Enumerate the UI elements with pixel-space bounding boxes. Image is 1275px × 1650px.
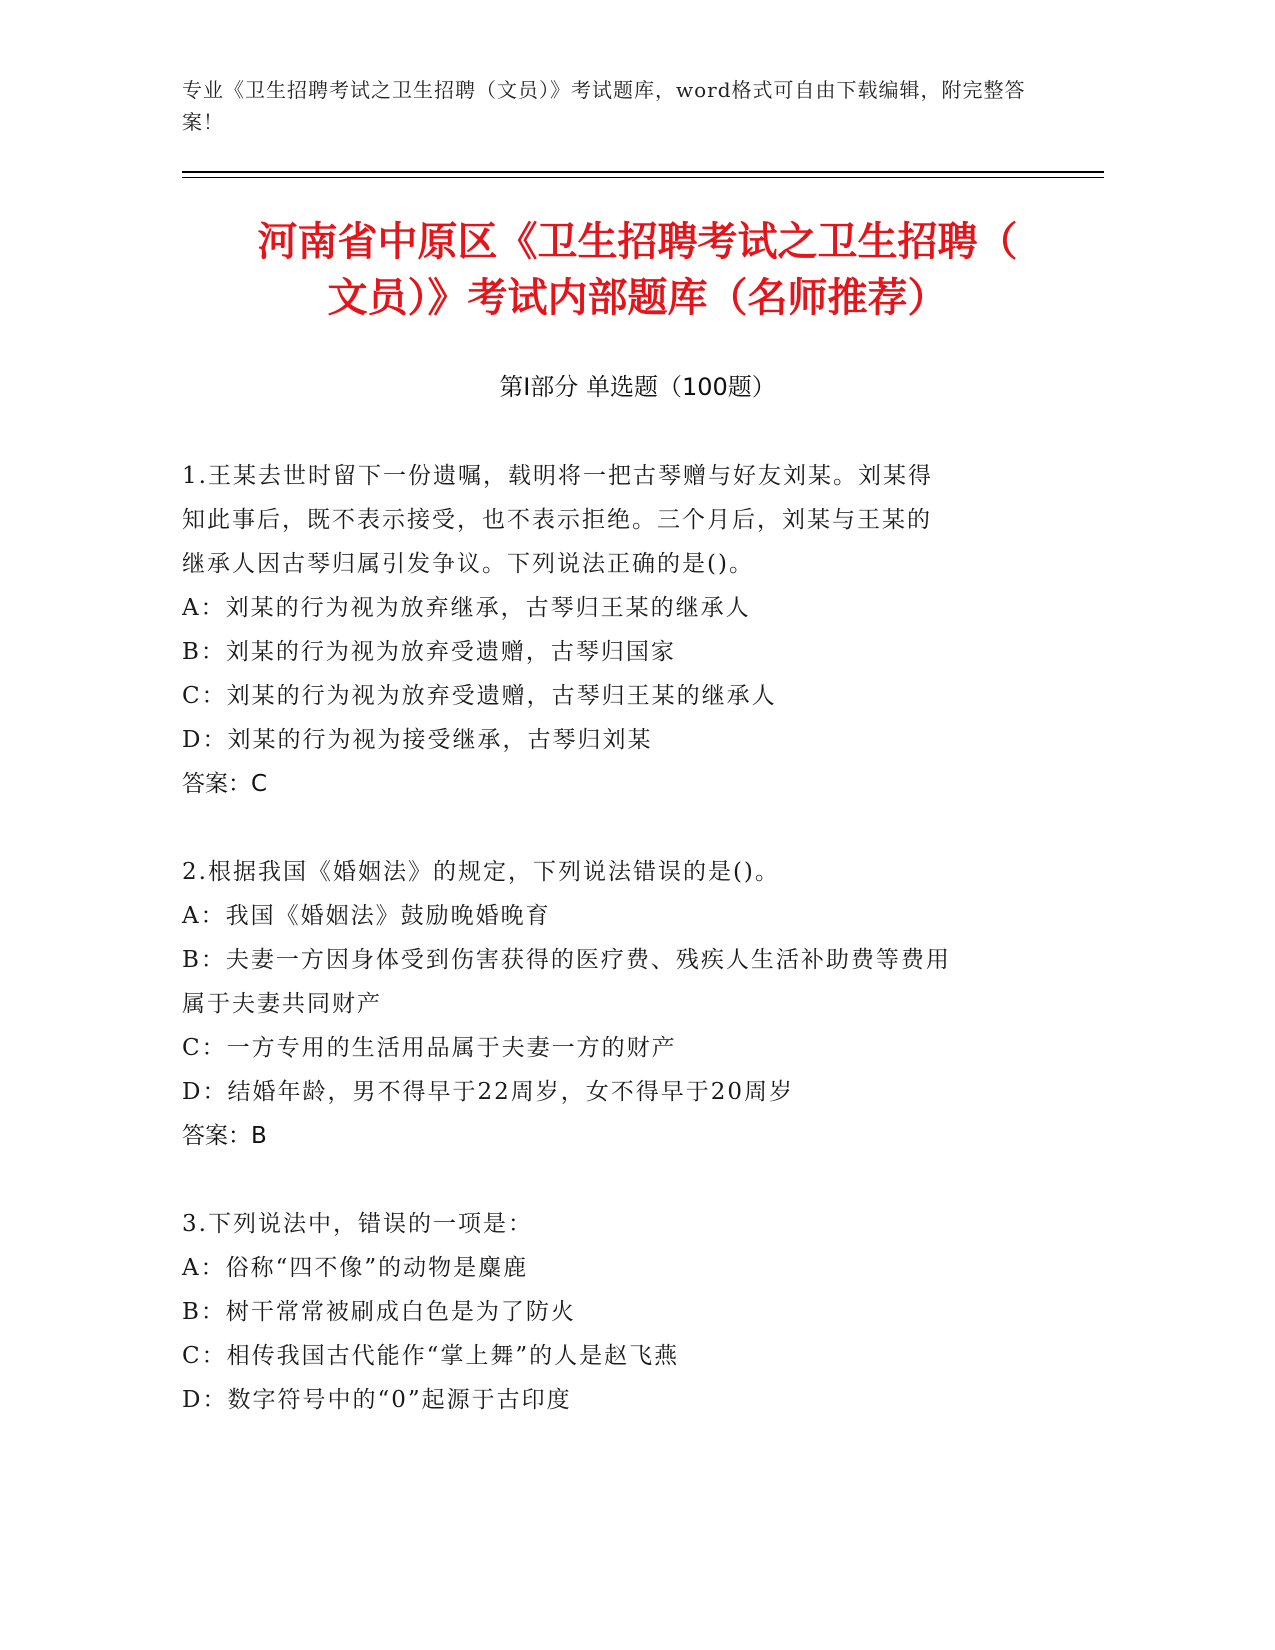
question-stem: 知此事后，既不表示接受，也不表示拒绝。三个月后，刘某与王某的 bbox=[182, 507, 932, 533]
answer-label: 答案：B bbox=[182, 1123, 267, 1149]
question-stem: 继承人因古琴归属引发争议。下列说法正确的是()。 bbox=[182, 551, 754, 577]
header-note: 专业《卫生招聘考试之卫生招聘（文员）》考试题库，word格式可自由下载编辑，附完整答案！ bbox=[182, 78, 1026, 134]
question-2 bbox=[182, 850, 1042, 1158]
document-title bbox=[150, 214, 1125, 326]
option-d: D：刘某的行为视为接受继承，古琴归刘某 bbox=[182, 727, 653, 753]
option-a: A：俗称“四不像”的动物是麋鹿 bbox=[182, 1255, 529, 1281]
question-stem: 1.王某去世时留下一份遗嘱，载明将一把古琴赠与好友刘某。刘某得 bbox=[182, 463, 933, 489]
question-3 bbox=[182, 1202, 1042, 1422]
header-divider-thick bbox=[182, 171, 1104, 173]
section-heading: 第Ⅰ部分 单选题（100题） bbox=[499, 373, 776, 401]
option-b: B：树干常常被刷成白色是为了防火 bbox=[182, 1299, 576, 1325]
option-b: B：刘某的行为视为放弃受遗赠，古琴归国家 bbox=[182, 639, 676, 665]
question-stem: 3.下列说法中，错误的一项是： bbox=[182, 1211, 533, 1237]
document-title-line-2: 文员）》考试内部题库（名师推荐） bbox=[327, 275, 948, 321]
question-list bbox=[182, 454, 1042, 1466]
document-title-line-1: 河南省中原区《卫生招聘考试之卫生招聘（ bbox=[257, 219, 1018, 265]
option-d: D：结婚年龄，男不得早于22周岁，女不得早于20周岁 bbox=[182, 1079, 794, 1105]
answer-label: 答案：C bbox=[182, 771, 268, 797]
question-1 bbox=[182, 454, 1042, 806]
option-a: A：我国《婚姻法》鼓励晚婚晚育 bbox=[182, 903, 551, 929]
option-b-continued: 属于夫妻共同财产 bbox=[182, 991, 382, 1017]
option-d: D：数字符号中的“0”起源于古印度 bbox=[182, 1387, 572, 1413]
option-c: C：一方专用的生活用品属于夫妻一方的财产 bbox=[182, 1035, 677, 1061]
option-c: C：相传我国古代能作“掌上舞”的人是赵飞燕 bbox=[182, 1343, 680, 1369]
option-b: B：夫妻一方因身体受到伤害获得的医疗费、残疾人生活补助费等费用 bbox=[182, 947, 951, 973]
header-divider-thin bbox=[182, 177, 1104, 178]
question-stem: 2.根据我国《婚姻法》的规定，下列说法错误的是()。 bbox=[182, 859, 780, 885]
option-c: C：刘某的行为视为放弃受遗赠，古琴归王某的继承人 bbox=[182, 683, 777, 709]
option-a: A：刘某的行为视为放弃继承，古琴归王某的继承人 bbox=[182, 595, 751, 621]
